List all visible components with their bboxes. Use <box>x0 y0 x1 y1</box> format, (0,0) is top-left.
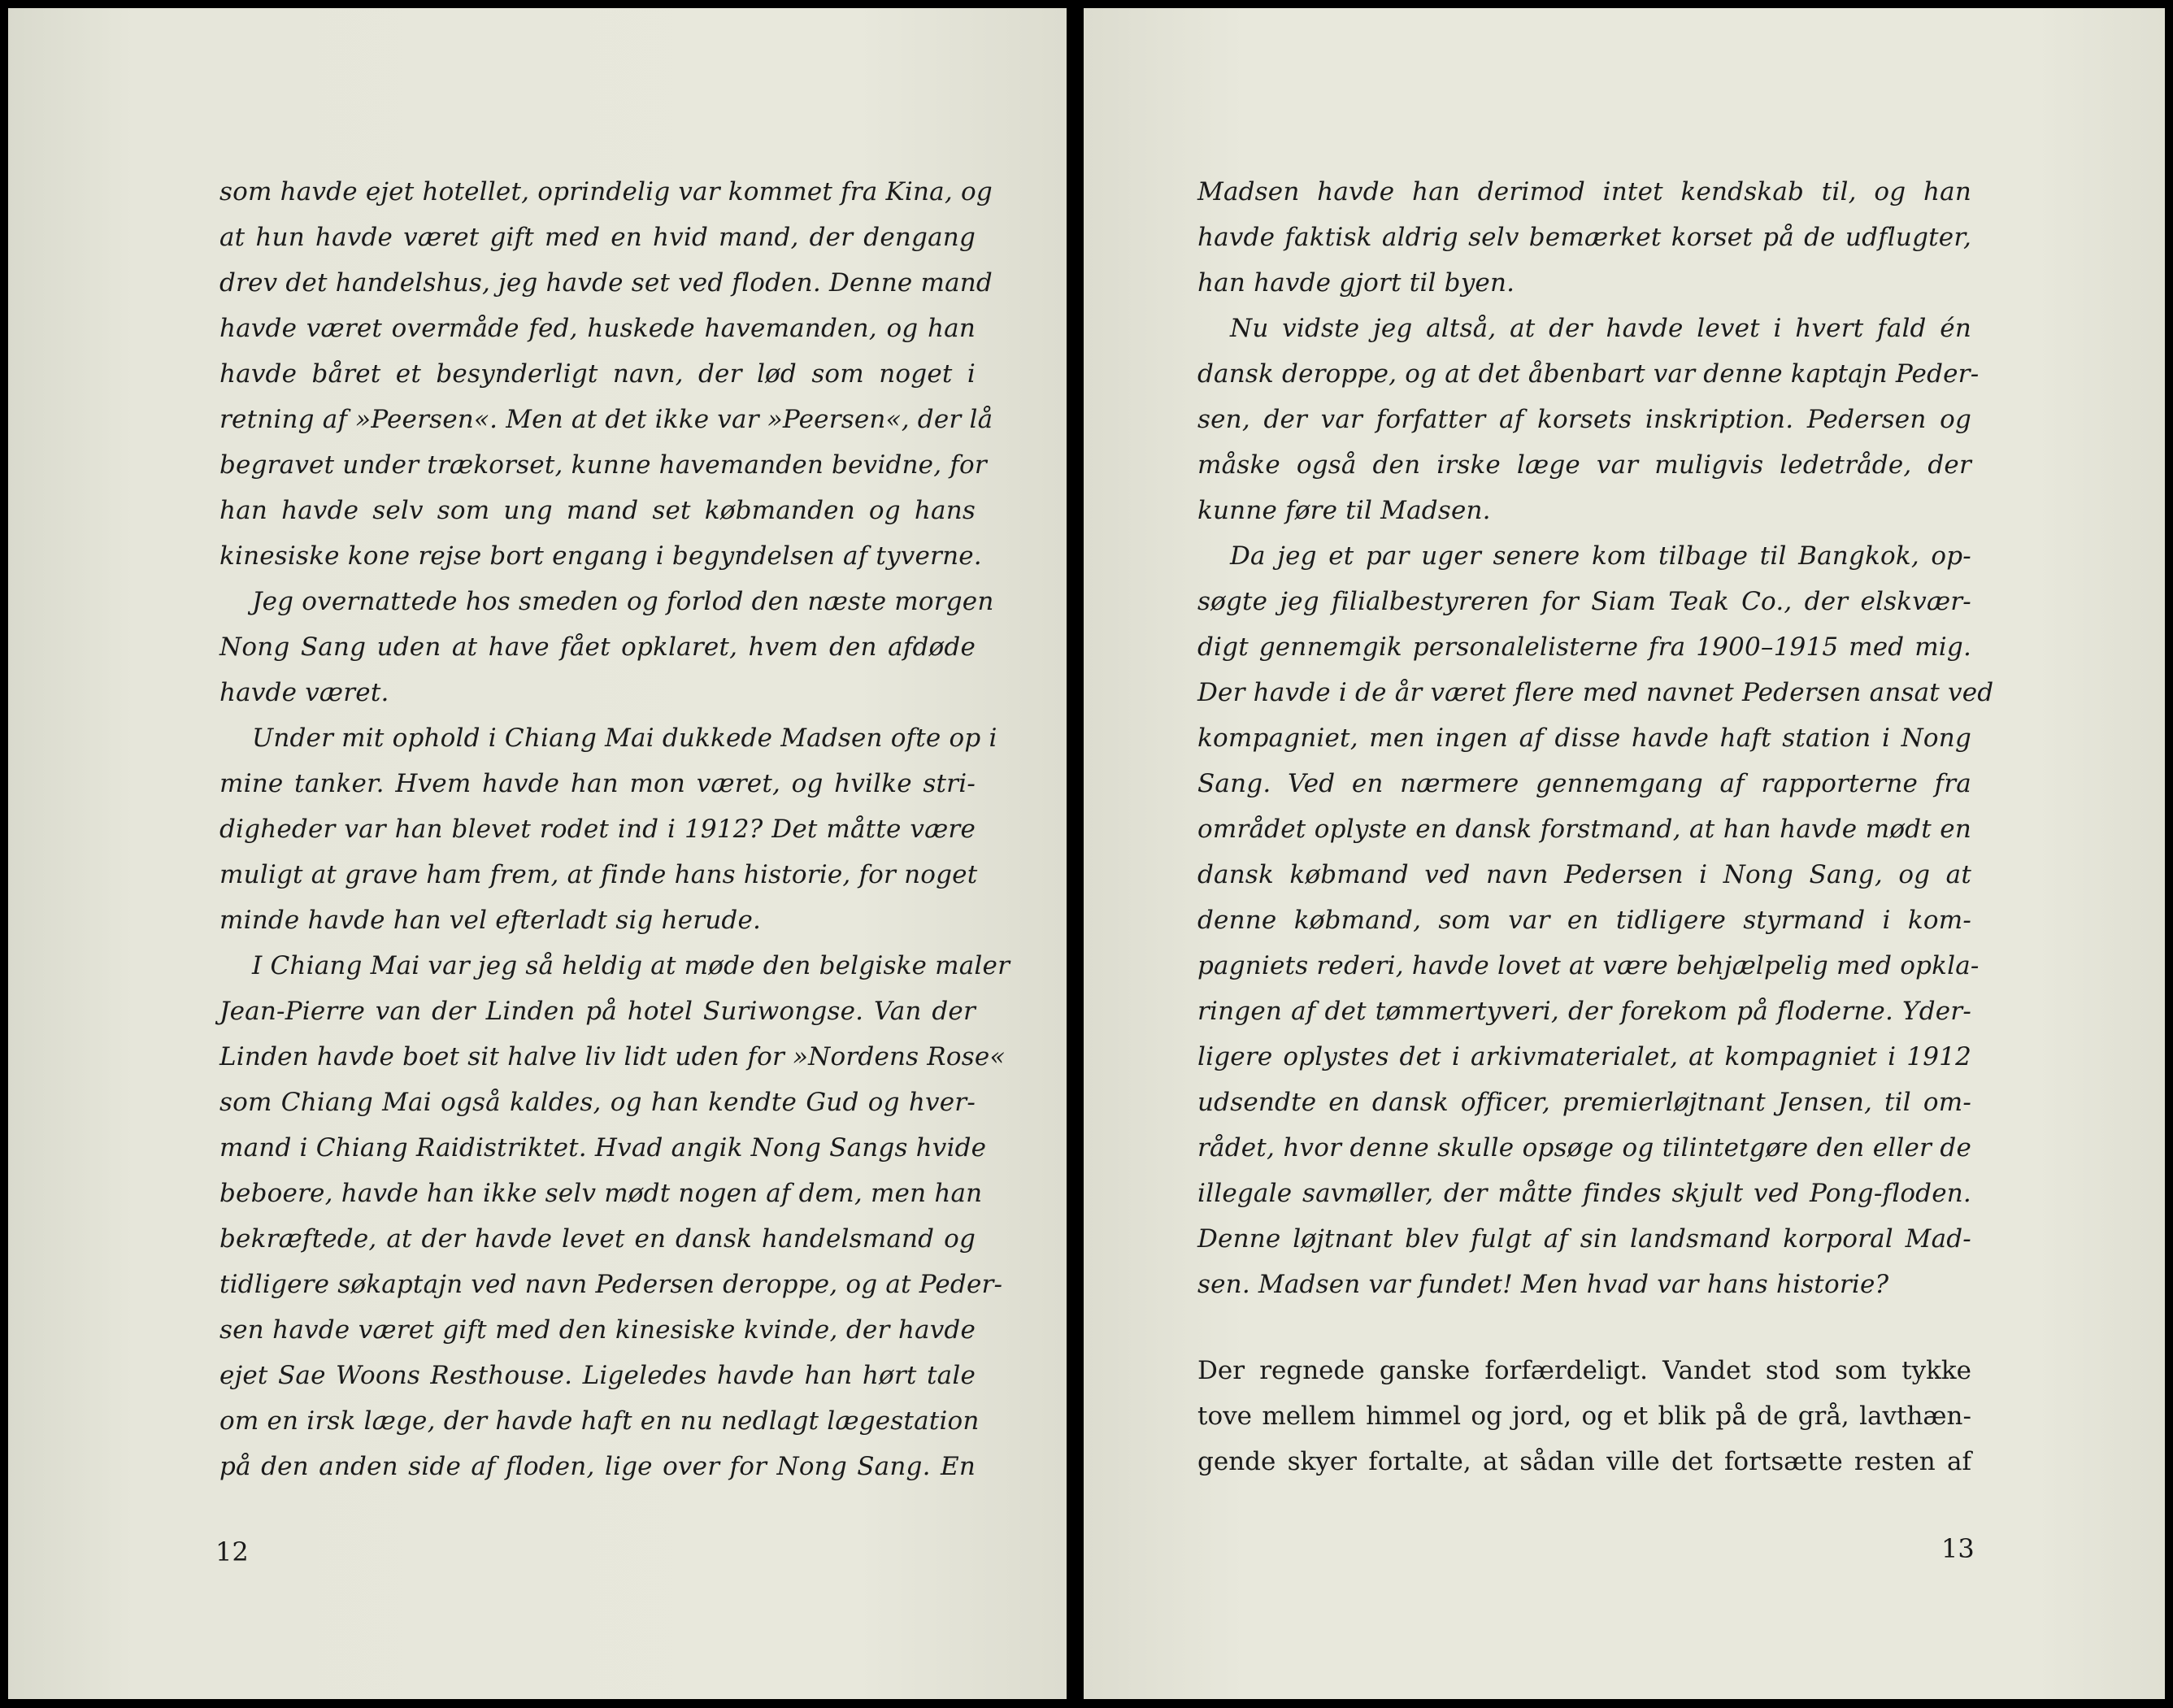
text-line: han havde gjort til byen. <box>1197 268 1515 298</box>
text-line: som Chiang Mai også kaldes, og han kendte Gud og hver- <box>219 1088 976 1117</box>
text-line: denne købmand, som var en tidligere styrmand i kom- <box>1197 906 1971 935</box>
left-page-text <box>219 169 1010 1489</box>
text-line: pagniets rederi, havde lovet at være behjælpelig med opkla- <box>1197 951 1980 980</box>
text-line: beboere, havde han ikke selv mødt nogen af dem, men han <box>219 1179 983 1208</box>
left-paragraph <box>219 579 994 715</box>
text-line: havde været overmåde fed, huskede havemanden, og han <box>219 314 976 343</box>
text-line: kompagniet, men ingen af disse havde haft station i Nong <box>1197 724 1971 753</box>
text-line: udsendte en dansk officer, premierløjtnant Jensen, til om- <box>1197 1088 1971 1117</box>
text-line: muligt at grave ham frem, at finde hans historie, for noget <box>219 860 978 889</box>
text-line: Madsen havde han derimod intet kendskab til, og han <box>1197 177 1971 206</box>
text-line: bekræftede, at der havde levet en dansk handelsmand og <box>219 1224 976 1254</box>
page-number-left: 12 <box>215 1536 249 1567</box>
page-number-right: 13 <box>1941 1533 1975 1564</box>
text-line: Da jeg et par uger senere kom tilbage til Bangkok, op- <box>1230 541 1971 571</box>
text-line: Jean-Pierre van der Linden på hotel Suriwongse. Van der <box>219 997 976 1026</box>
text-line: tove mellem himmel og jord, og et blik på de grå, lavthæn- <box>1197 1402 1971 1431</box>
text-line: gende skyer fortalte, at sådan ville det fortsætte resten af <box>1197 1447 1971 1476</box>
text-line: digheder var han blevet rodet ind i 1912? Det måtte være <box>219 815 976 844</box>
text-line: dansk deroppe, og at det åbenbart var denne kaptajn Peder- <box>1197 359 1980 389</box>
text-line: retning af »Peersen«. Men at det ikke var »Peersen«, der lå <box>219 405 993 434</box>
text-line: at hun havde været gift med en hvid mand, der dengang <box>219 223 976 252</box>
text-line: ejet Sae Woons Resthouse. Ligeledes havde han hørt tale <box>219 1361 976 1390</box>
text-line: mine tanker. Hvem havde han mon været, og hvilke stri- <box>219 769 976 798</box>
text-line: han havde selv som ung mand set købmanden og hans <box>219 496 976 525</box>
text-line: sen. Madsen var fundet! Men hvad var hans historie? <box>1197 1270 1889 1299</box>
right-page <box>1084 8 2165 1699</box>
text-line: Nu vidste jeg altså, at der havde levet i hvert fald én <box>1230 314 1971 343</box>
text-line: ligere oplystes det i arkivmaterialet, at kompagniet i 1912 <box>1197 1042 1971 1071</box>
text-line: området oplyste en dansk forstmand, at han havde mødt en <box>1197 815 1971 844</box>
right-paragraph-roman <box>1197 1348 1971 1484</box>
text-line: dansk købmand ved navn Pedersen i Nong Sang, og at <box>1197 860 1971 889</box>
text-line: om en irsk læge, der havde haft en nu nedlagt lægestation <box>219 1406 980 1436</box>
left-paragraph <box>219 169 993 579</box>
text-line: begravet under trækorset, kunne havemanden bevidne, for <box>219 450 987 480</box>
left-page <box>8 8 1067 1699</box>
text-line: Der havde i de år været flere med navnet Pedersen ansat ved <box>1197 678 1994 707</box>
text-line: illegale savmøller, der måtte findes skjult ved Pong-floden. <box>1197 1179 1971 1208</box>
text-line: Der regnede ganske forfærdeligt. Vandet stod som tykke <box>1197 1356 1971 1385</box>
left-paragraph <box>219 943 1010 1489</box>
text-line: Linden havde boet sit halve liv lidt uden for »Nordens Rose« <box>219 1042 1006 1071</box>
chapter-start-text <box>1197 1348 1971 1484</box>
text-line: Jeg overnattede hos smeden og forlod den næste morgen <box>252 587 994 616</box>
text-line: sen, der var forfatter af korsets inskription. Pedersen og <box>1197 405 1971 434</box>
text-line: I Chiang Mai var jeg så heldig at møde den belgiske maler <box>252 951 1010 980</box>
right-paragraph <box>1197 169 1971 306</box>
text-line: rådet, hvor denne skulle opsøge og tilintetgøre den eller de <box>1197 1133 1971 1163</box>
text-line: mand i Chiang Raidistriktet. Hvad angik Nong Sangs hvide <box>219 1133 987 1163</box>
text-line: på den anden side af floden, lige over for Nong Sang. En <box>219 1452 976 1481</box>
text-line: måske også den irske læge var muligvis ledetråde, der <box>1197 450 1971 480</box>
text-line: Sang. Ved en nærmere gennemgang af rapporterne fra <box>1197 769 1971 798</box>
right-paragraph <box>1197 306 1980 533</box>
text-line: havde faktisk aldrig selv bemærket korset på de udflugter, <box>1197 223 1971 252</box>
text-line: digt gennemgik personalelisterne fra 1900–1915 med mig. <box>1197 632 1971 662</box>
text-line: Nong Sang uden at have fået opklaret, hvem den afdøde <box>219 632 976 662</box>
text-line: kunne føre til Madsen. <box>1197 496 1491 525</box>
text-line: ringen af det tømmertyveri, der forekom på floderne. Yder- <box>1197 997 1971 1026</box>
right-paragraph <box>1197 533 1994 1307</box>
text-line: tidligere søkaptajn ved navn Pedersen deroppe, og at Peder- <box>219 1270 1003 1299</box>
text-line: havde været. <box>219 678 389 707</box>
text-line: Denne løjtnant blev fulgt af sin landsmand korporal Mad- <box>1197 1224 1971 1254</box>
text-line: minde havde han vel efterladt sig herude. <box>219 906 762 935</box>
text-line: sen havde været gift med den kinesiske kvinde, der havde <box>219 1315 976 1345</box>
book-gutter <box>1067 8 1084 1699</box>
text-line: drev det handelshus, jeg havde set ved floden. Denne mand <box>219 268 993 298</box>
text-line: havde båret et besynderligt navn, der lød som noget i <box>219 359 976 389</box>
text-line: som havde ejet hotellet, oprindelig var kommet fra Kina, og <box>219 177 993 206</box>
right-page-text <box>1197 169 1994 1307</box>
text-line: søgte jeg filialbestyreren for Siam Teak Co., der elskvær- <box>1197 587 1971 616</box>
text-line: Under mit ophold i Chiang Mai dukkede Madsen ofte op i <box>252 724 997 753</box>
text-line: kinesiske kone rejse bort engang i begyndelsen af tyverne. <box>219 541 982 571</box>
left-paragraph <box>219 715 997 943</box>
